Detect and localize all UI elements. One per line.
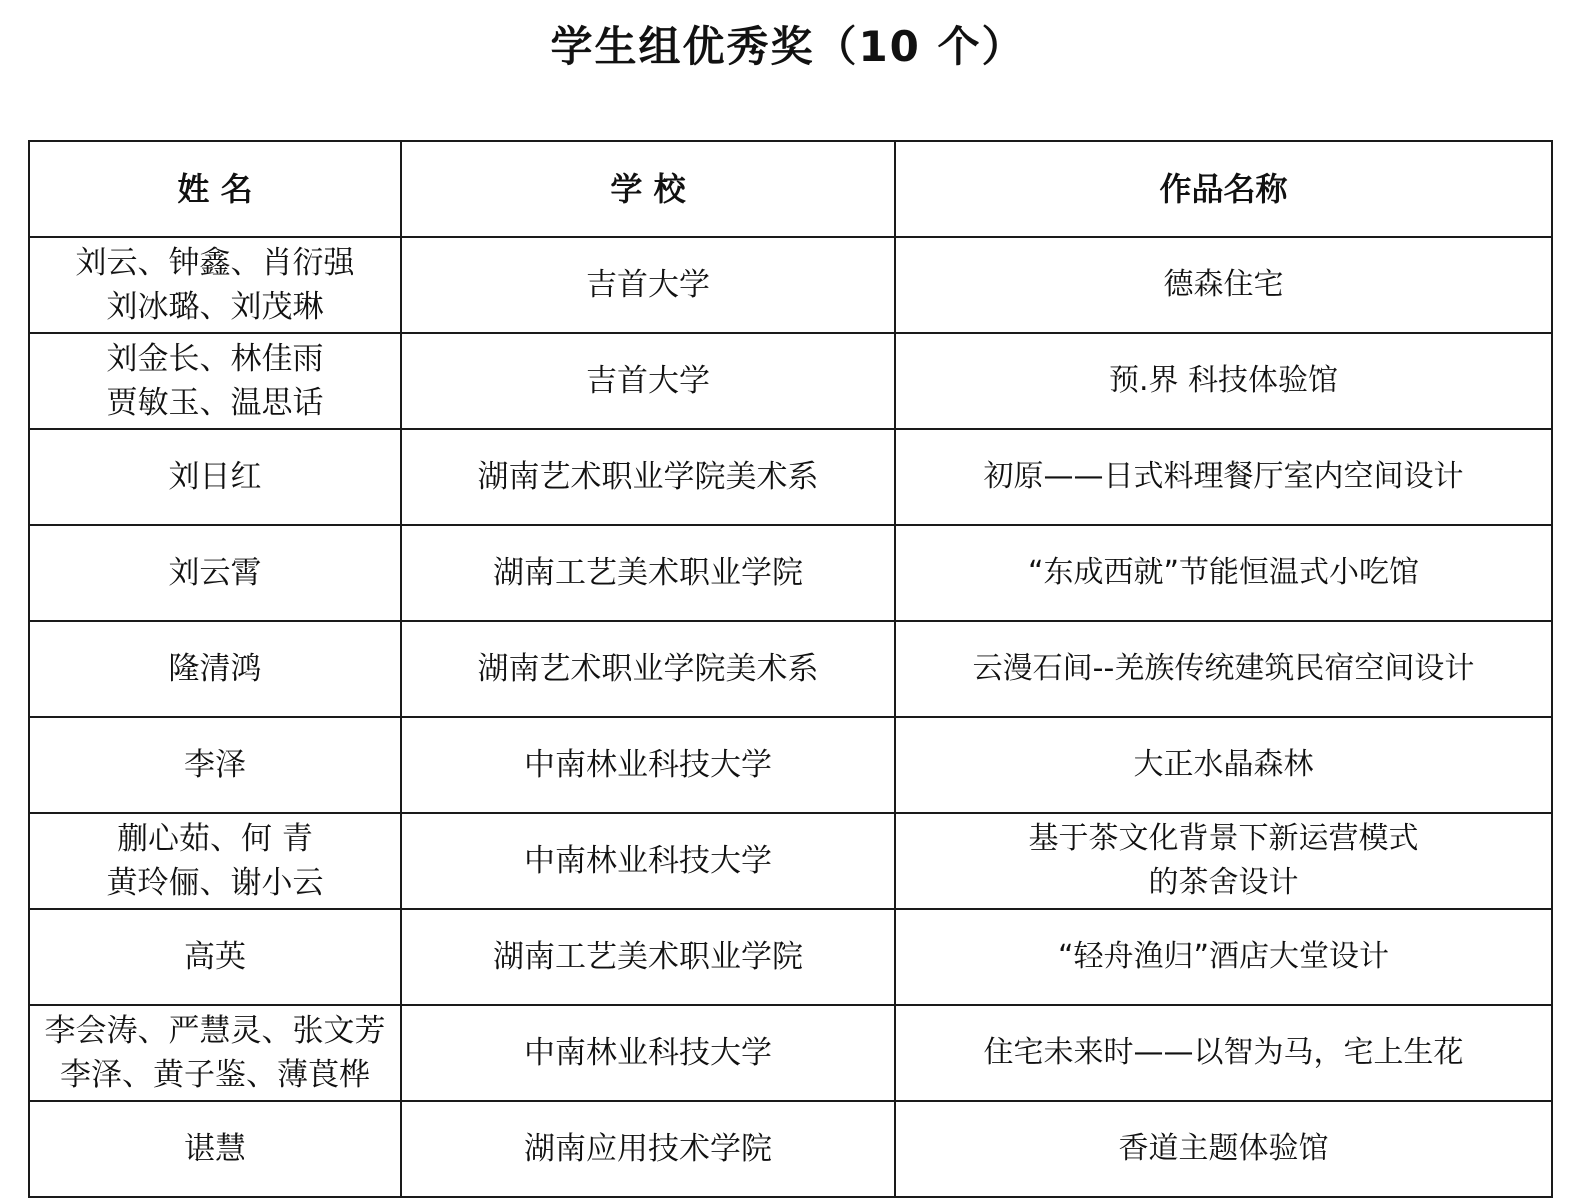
work-cell: 香道主题体验馆	[895, 1101, 1552, 1197]
table-row	[29, 909, 1552, 1005]
award-table	[28, 140, 1553, 1198]
name-cell: 隆清鸿	[29, 621, 401, 717]
table-header-row	[29, 141, 1552, 237]
table-row	[29, 429, 1552, 525]
work-cell: 德森住宅	[895, 237, 1552, 333]
header-work: 作品名称	[895, 141, 1552, 237]
name-cell: 高英	[29, 909, 401, 1005]
school-cell: 湖南工艺美术职业学院	[401, 525, 895, 621]
work-cell: 预.界 科技体验馆	[895, 333, 1552, 429]
table-row	[29, 717, 1552, 813]
work-cell: 初原——日式料理餐厅室内空间设计	[895, 429, 1552, 525]
school-cell: 中南林业科技大学	[401, 717, 895, 813]
name-cell: 刘金长、林佳雨 贾敏玉、温思话	[29, 333, 401, 429]
school-cell: 吉首大学	[401, 333, 895, 429]
work-cell: “轻舟渔归”酒店大堂设计	[895, 909, 1552, 1005]
name-cell: 谌慧	[29, 1101, 401, 1197]
name-cell: 刘云、钟鑫、肖衍强 刘冰璐、刘茂琳	[29, 237, 401, 333]
school-cell: 湖南工艺美术职业学院	[401, 909, 895, 1005]
header-school: 学 校	[401, 141, 895, 237]
school-cell: 湖南艺术职业学院美术系	[401, 429, 895, 525]
name-cell: 李泽	[29, 717, 401, 813]
name-cell: 蒯心茹、何 青 黄玲俪、谢小云	[29, 813, 401, 909]
work-cell: “东成西就”节能恒温式小吃馆	[895, 525, 1552, 621]
school-cell: 中南林业科技大学	[401, 1005, 895, 1101]
work-cell: 云漫石间--羌族传统建筑民宿空间设计	[895, 621, 1552, 717]
page-title: 学生组优秀奖（10 个）	[550, 22, 1026, 71]
work-cell: 大正水晶森林	[895, 717, 1552, 813]
table-row	[29, 237, 1552, 333]
header-name: 姓 名	[29, 141, 401, 237]
name-cell: 李会涛、严慧灵、张文芳 李泽、黄子鉴、薄莨桦	[29, 1005, 401, 1101]
school-cell: 湖南应用技术学院	[401, 1101, 895, 1197]
school-cell: 湖南艺术职业学院美术系	[401, 621, 895, 717]
table-row	[29, 621, 1552, 717]
table-row	[29, 1005, 1552, 1101]
school-cell: 吉首大学	[401, 237, 895, 333]
table-row	[29, 525, 1552, 621]
name-cell: 刘云霄	[29, 525, 401, 621]
work-cell: 住宅未来时——以智为马，宅上生花	[895, 1005, 1552, 1101]
work-cell: 基于茶文化背景下新运营模式 的茶舍设计	[895, 813, 1552, 909]
table-row	[29, 1101, 1552, 1197]
table-row	[29, 333, 1552, 429]
table-row	[29, 813, 1552, 909]
school-cell: 中南林业科技大学	[401, 813, 895, 909]
name-cell: 刘日红	[29, 429, 401, 525]
